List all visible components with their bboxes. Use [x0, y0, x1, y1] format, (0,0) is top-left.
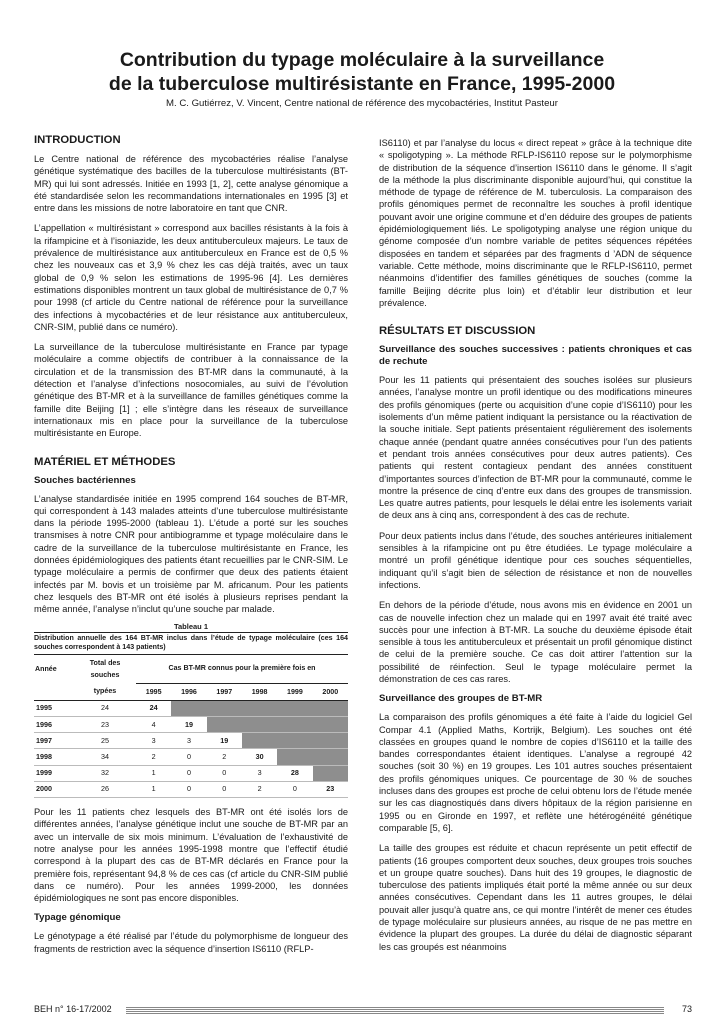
- col-header-typed: typées: [74, 683, 136, 700]
- title-line-2: de la tuberculose multirésistante en France, 1995-2000: [108, 73, 616, 95]
- table-row: 1996 23 4 19: [34, 717, 348, 733]
- annual-distribution-table: [34, 655, 348, 799]
- results-paragraph-3: En dehors de la période d’étude, nous avons mis en évidence en 2001 un cas de nouvelle infection chez un malade qui en 1997 avait été traité avec succès pour une infection à BT-MR. La souche du deuxième épisode était sensible à tous les antituberculeux et présentait un profil génomique distinct de celui de la première souche. Ce cas doit attirer l’attention sur la possibilité de réinfection. Seul le typage moléculaire permet la démonstration de ces cas rares.: [379, 600, 692, 684]
- col-header-y1999: 1999: [277, 683, 312, 700]
- results-subheading-groups: Surveillance des groupes de BT-MR: [379, 693, 543, 705]
- col-header-y1997: 1997: [207, 683, 242, 700]
- results-paragraph-5: La taille des groupes est réduite et chacun représente un petit effectif de patients (16 groupes comportent deux souches, deux groupes trois souches et un groupe quatre souches). Dans huit des 19 groupes, le diagnostic de tuberculose des patients impliqués était porté la même année ou sur deux années consécutives. Cependant dans les 11 autres groupes, le délai pouvait aller jusqu’à quatre ans, ce qui montre l’intérêt de mener ces études de typage moléculaire sur plusieurs années, au risque de ne pas mettre en évidence la plupart des groupes. La durée du délai de diagnostic séparant les cas groupés est néanmoins: [379, 843, 692, 952]
- col-header-y1998: 1998: [242, 683, 277, 700]
- col-header-total: Total des souches: [89, 658, 121, 679]
- methods-paragraph-4: IS6110) et par l’analyse du locus « direct repeat » grâce à la technique dite « spoligotyping ». La méthode RFLP-IS6110 repose sur le polymorphisme de distribution de la séquence d’insertion IS6110 dans le génome. Il s’agit de la méthode la plus discriminante disponible aujourd’hui, qui constitue la méthode de typage de référence de M. tuberculosis. La comparaison des profils génomiques permet de reconnaître les souches à profil identique pouvant avoir une origine commune et d’en déduire des groupes de patients épidémiologiquement liés. Le spoligotyping analyse une région unique du génome composée d’un nombre variable de petites séquences répétées disposées en tandem et séparées par des fragments d ’ADN de séquence variable. Cette méthode, moins discriminante que le RFLP-IS6110, permet néanmoins d’identifier des familles génétiques de souches (comme la famille Beijing décrite plus loin) et d’établir leur distribution et leur prévalence.: [379, 138, 692, 308]
- title-line-1: Contribution du typage moléculaire à la surveillance: [119, 49, 605, 71]
- journal-label: BEH n° 16-17/2002: [34, 1004, 112, 1014]
- methods-paragraph-1: L’analyse standardisée initiée en 1995 comprend 164 souches de BT-MR, qui correspondent à 143 malades atteints d’une tuberculose multirésistante dans la période 1995-2000 (tableau 1). L’étude a porté sur les souches transmises à notre CNR pour antibiogramme et typage moléculaire dans le cadre de la surveillance de la tuberculose multirésistante en France, les données épidémiologiques des patients étant recueillies par le CNR-SIM. Le typage moléculaire a permis de confirmer que deux des patients étaient infectés par M. bovis et un troisième par M. africanum. Pour les patients chez lesquels des BT-MR ont été isolés à plusieurs reprises pendant la même année, l’analyse n’inclut qu’une souche par malade.: [34, 493, 348, 615]
- intro-heading: INTRODUCTION: [34, 134, 121, 146]
- right-column: [379, 137, 692, 961]
- intro-paragraph-1: Le Centre national de référence des mycobactéries réalise l’analyse génétique systématique des bacilles de la tuberculose multirésistants (BT-MR) qui lui sont adressés. Initiée en 1993 [1, 2], cette analyse génomique a été standardisée selon les recommandations internationales en 1995 [3] et entre dans les missions de notre laboratoire en tant que CNR.: [34, 154, 348, 214]
- table-description: Distribution annuelle des 164 BT-MR inclus dans l’étude de typage moléculaire (ces 164 souches correspondent à 143 patients): [34, 632, 348, 655]
- methods-subheading-typing: Typage génomique: [34, 912, 121, 924]
- footer-rule: [126, 1006, 664, 1015]
- intro-paragraph-3: La surveillance de la tuberculose multirésistante en France par typage moléculaire a comme objectifs de contribuer à la connaissance de la circulation et de la transmission des BT-MR dans la communauté, à la détection et l’analyse d’infections nosocomiales, au suivi de l’évolution génétique des BT-MR et à la surveillance de familles génétiques comme la famille dite Beijing [1] ; elle s’intègre dans les réseaux de surveillance internationaux mis en place pour la surveillance de la tuberculose multirésistante en Europe.: [34, 342, 348, 439]
- methods-subheading-strains: Souches bactériennes: [34, 474, 136, 486]
- page-number: 73: [681, 1004, 692, 1014]
- intro-paragraph-2: L’appellation « multirésistant » correspond aux bacilles résistants à la fois à la rifampicine et à l’isoniazide, les deux antituberculeux majeurs. Le taux de prévalence de multirésistance aux antituberculeux en France est de 0,5 % chez les nouveaux cas et 3,9 % chez les cas déjà traités, avec un taux global de 0,9 % selon les estimations de 1995-96 [4]. Les dernières estimations disponibles montrent un taux global de multirésistance de 0,7 % pour 1998 (cf article du Centre national de référence pour la surveillance des infections à mycobactéries et de leur résistance aux antituberculeux, CNR-SIM, publié dans ce numéro).: [34, 223, 348, 332]
- col-header-y1995: 1995: [136, 683, 171, 700]
- article-title: [0, 48, 724, 96]
- page-footer: [34, 1004, 692, 1018]
- table-row: 1995 24 24: [34, 700, 348, 716]
- authors-line: M. C. Gutiérrez, V. Vincent, Centre national de référence des mycobactéries, Institut Pasteur: [166, 98, 558, 109]
- methods-paragraph-2: Pour les 11 patients chez lesquels des BT-MR ont été isolés lors de différentes années, l’analyse génétique inclut une souche de BT-MR par an avec un intervalle de six mois minimum. L’évaluation de l’exhaustivité de notre analyse pour les années 1995-1998 montre que l’effectif étudié correspond à la plupart des cas de BT-MR déclarés en France pour la première fois, représentant 94,8 % de ces cas (cf article du CNR-SIM publié dans ce numéro). Pour les années 1999-2000, les données épidémiologiques ne sont pas encore disponibles.: [34, 807, 348, 904]
- results-paragraph-2: Pour deux patients inclus dans l’étude, des souches antérieures initialement sensibles à la rifampicine ont pu être étudiées. Le typage moléculaire a montré un profil génétique identique pour ces souches séquentielles, indiquant qu’il s’agit bien de sélection de résistance et non de nouvelles infections.: [379, 530, 692, 590]
- table-caption: Tableau 1: [173, 621, 209, 631]
- table-row: 2000 26 1 0 0 2 0 23: [34, 781, 348, 797]
- col-header-y1996: 1996: [171, 683, 206, 700]
- col-header-year: Année: [35, 664, 57, 673]
- results-subheading-successive: Surveillance des souches successives : patients chroniques et cas de rechute: [379, 344, 692, 368]
- col-header-group: Cas BT-MR connus pour la première fois en: [136, 655, 348, 684]
- methods-heading: MATÉRIEL ET MÉTHODES: [34, 455, 176, 468]
- results-paragraph-4: La comparaison des profils génomiques a été faite à l’aide du logiciel Gel Compar 4.1 (Applied Maths, Kortrijk, Belgium). Les souches ont été classées en groupes quand le nombre de copies d’IS6110 et la taille des bandes correspondantes étaient identiques. L’analyse a regroupé 42 souches (soit 30 %) en 19 groupes. Les 101 autres souches présentaient des profils génomiques uniques. Ce pourcentage de 30 % de souches incluses dans des groupes est proche de celui obtenu lors de l’étude menée sur les cas diagnostiqués dans divers hôpitaux de la région parisienne en 1995 ou en Gironde en 1997, et reflète une hétérogénéité génétique comparable [5, 6].: [379, 712, 692, 833]
- table-row: 1999 32 1 0 0 3 28: [34, 765, 348, 781]
- results-paragraph-1: Pour les 11 patients qui présentaient des souches isolées sur plusieurs années, l’analyse montre un profil identique ou des modifications mineures des profils génomiques (perte ou acquisition d’une copie d’IS6110) pour les isolements d’un même patient indiquant la persistance ou la réactivation de la souche initiale. Sept patients présentaient régulièrement des isolements chaque année (pendant quatre années consécutives pour l’un des patients et pendant trois années consécutives pour deux autres patients). Ces patients qui restent contagieux pendant des années constituent d’importantes sources d’infection de BT-MR pour la communauté, comme le montre la présence de cinq d’entre eux dans des groupes de transmission. Les quatre autres patients, pour lesquels le délai entre les isolements variait de deux ans à cinq ans, correspondent à des cas de rechute.: [379, 375, 692, 521]
- left-column: [34, 134, 348, 963]
- table-row: 1998 34 2 0 2 30: [34, 749, 348, 765]
- table-row: 1997 25 3 3 19: [34, 733, 348, 749]
- col-header-y2000: 2000: [313, 683, 348, 700]
- methods-paragraph-3: Le génotypage a été réalisé par l’étude du polymorphisme de longueur des fragments de restriction avec la séquence d’insertion IS6110 (RFLP-: [34, 931, 348, 954]
- results-heading: RÉSULTATS ET DISCUSSION: [379, 325, 536, 338]
